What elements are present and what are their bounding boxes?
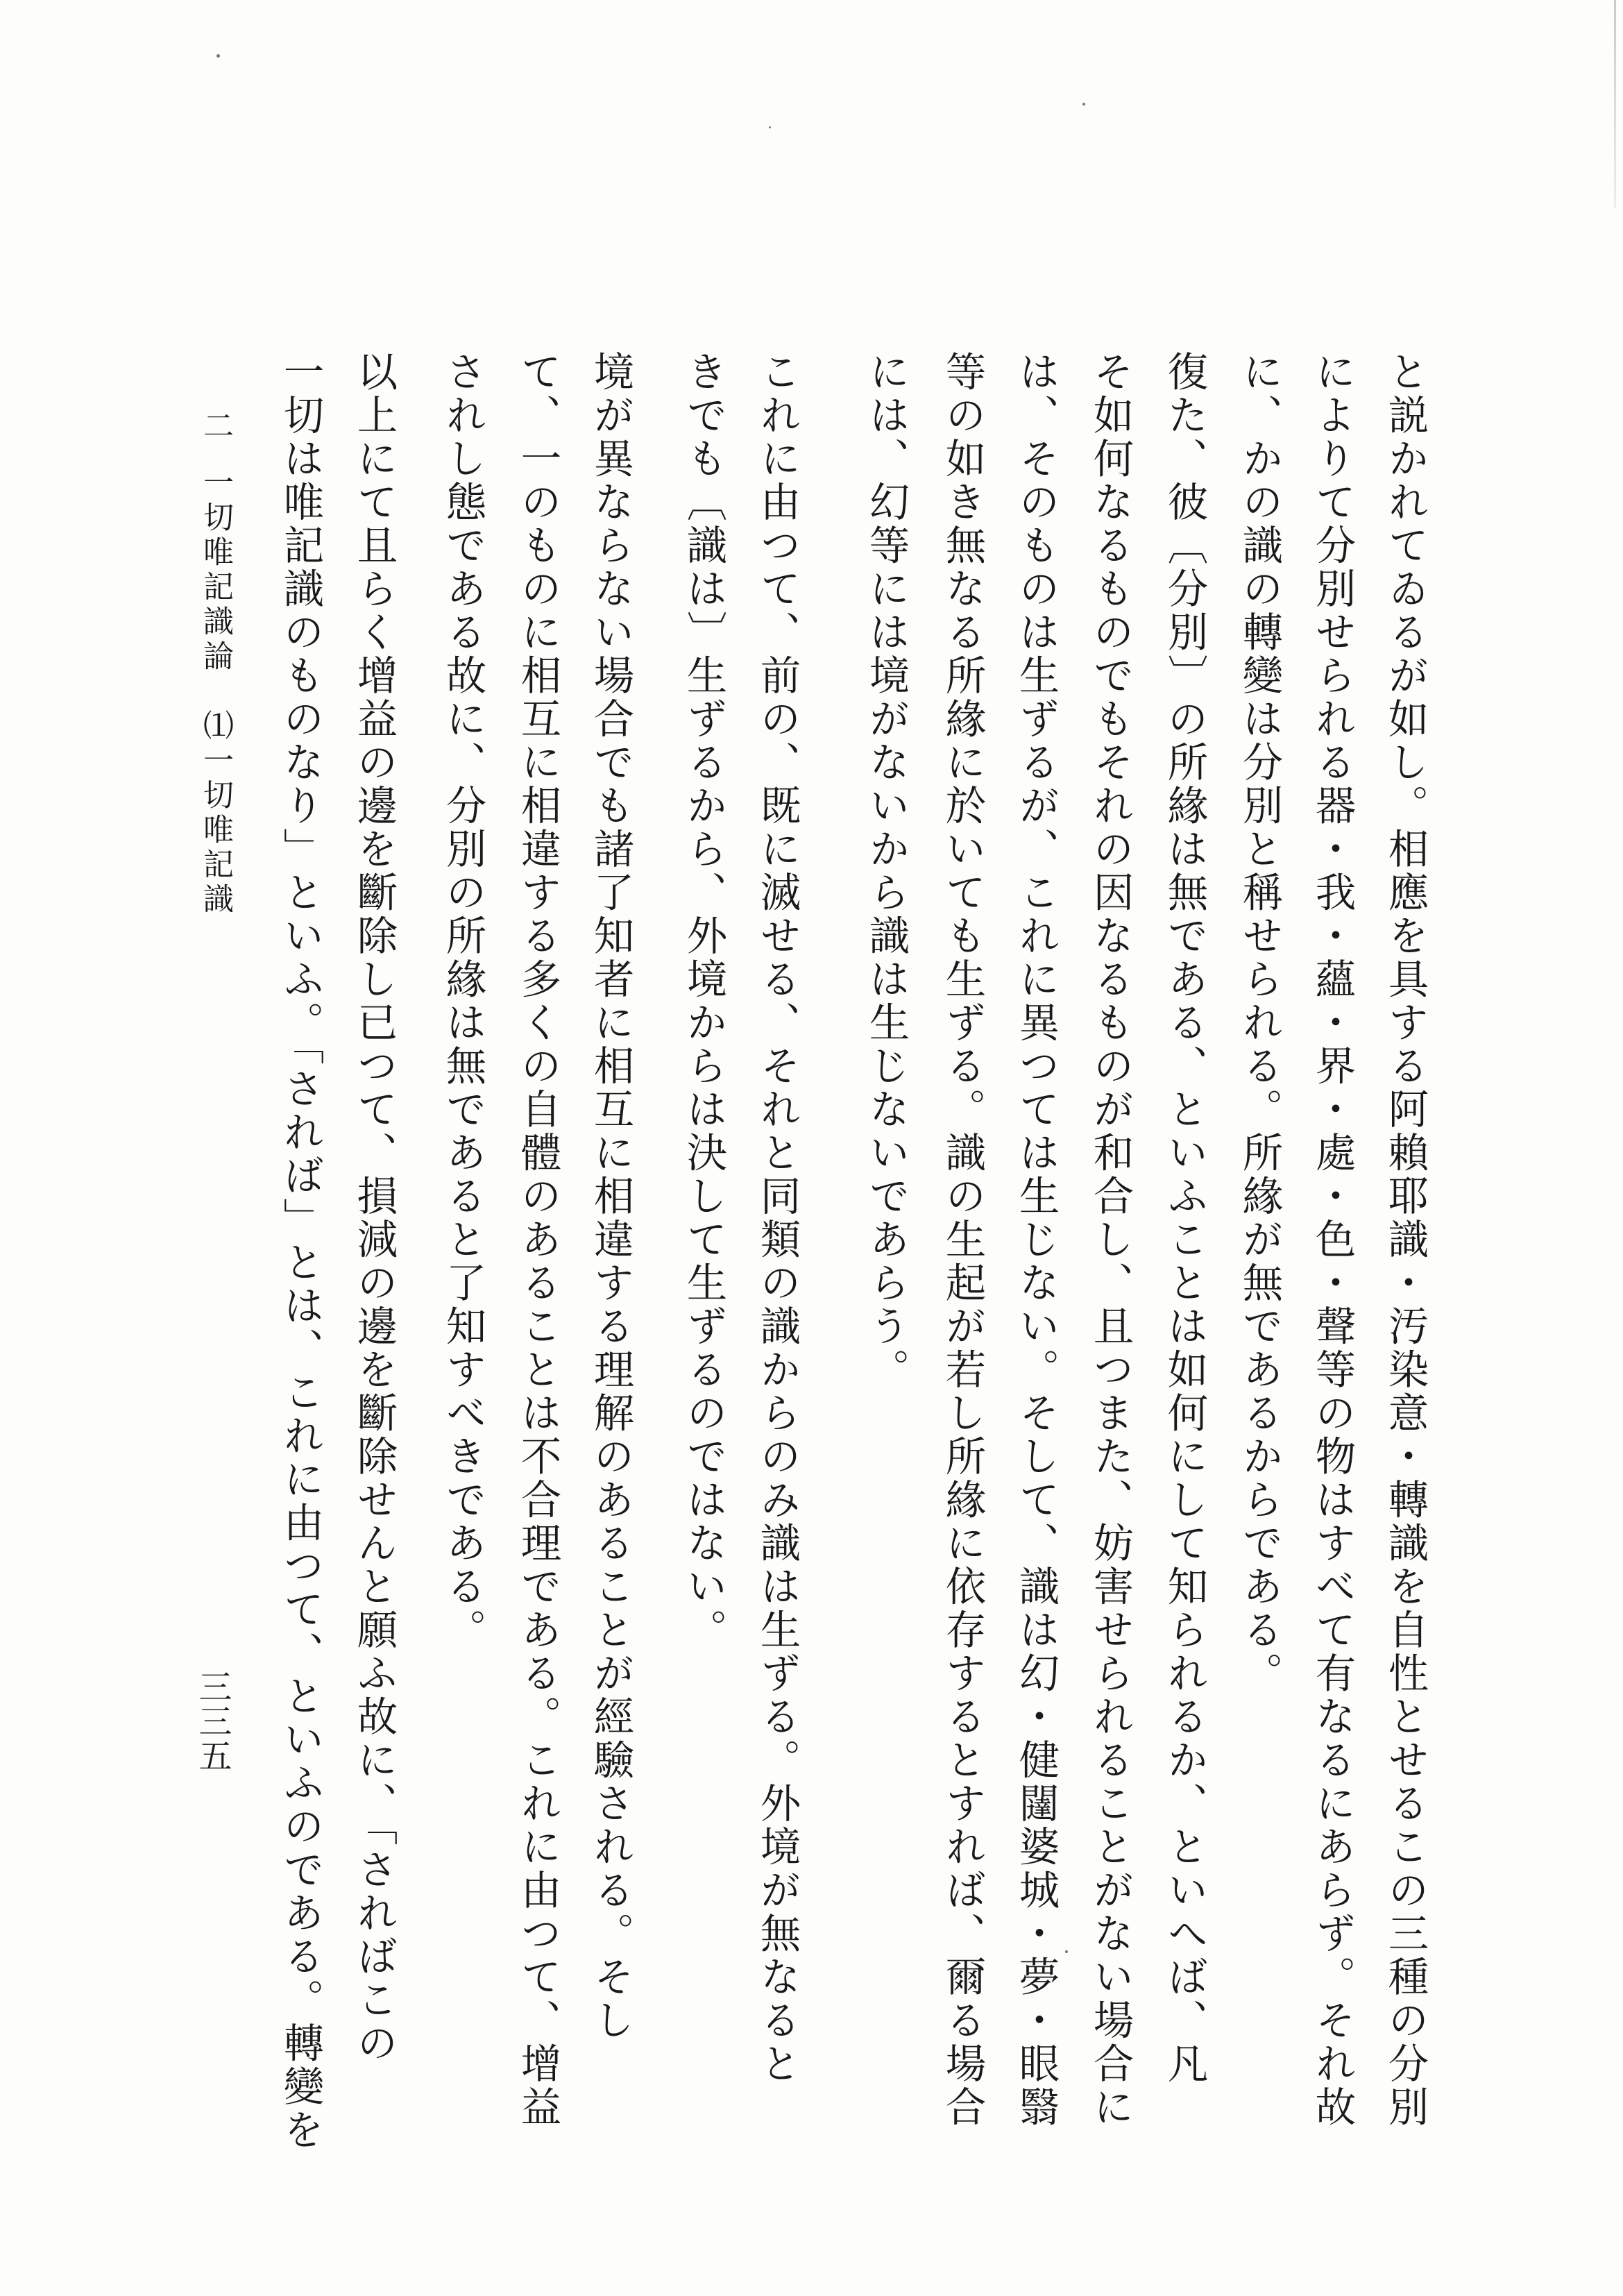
text-column-11: 境が異ならない場合でも諸了知者に相互に相違する理解のあることが經驗される。そし [587, 351, 634, 2043]
scan-speck [769, 126, 771, 128]
scan-speck [1082, 103, 1085, 105]
scan-speck [216, 54, 220, 58]
running-title: 一切唯記識論 ⑴一切唯記識 [198, 466, 233, 918]
scan-edge-mark [1614, 0, 1616, 208]
scan-speck [1065, 1950, 1068, 1953]
chapter-marker: 二 [198, 410, 233, 444]
text-column-14: 以上にて且らく增益の邊を斷除し已つて、損減の邊を斷除せんと願ふ故に、「さればこの [350, 351, 398, 2066]
page-number: 三三五 [193, 1669, 232, 1773]
text-column-15: 一切は唯記識のものなり」といふ。「されば」とは、これに由つて、といふのである。轉變を [277, 351, 324, 2152]
text-column-5: そ如何なるものでもそれの因なるものが和合し、且つまた、妨害せられることがない場合に [1087, 351, 1134, 2129]
text-column-7: 等の如き無なる所緣に於いても生ずる。識の生起が若し所緣に依存するとすれば、爾る場合 [939, 351, 986, 2129]
text-column-13: されし態である故に、分別の所緣は無であると了知すべきである。 [439, 351, 486, 1652]
text-column-3: に、かの識の轉變は分別と稱せられる。所緣が無であるからである。 [1236, 351, 1283, 1696]
text-column-10: きでも〔識は〕生ずるから、外境からは決して生ずるのではない。 [680, 351, 727, 1652]
text-column-6: は、そのものは生ずるが、これに異つては生じない。そして、識は幻・健闥婆城・夢・眼翳 [1012, 351, 1060, 2129]
text-column-2: によりて分別せられる器・我・蘊・界・處・色・聲等の物はすべて有なるにあらず。それ故 [1309, 351, 1356, 2129]
text-column-12: て、一のものに相互に相違する多くの自體のあることは不合理である。これに由つて、增益 [514, 351, 561, 2129]
text-column-4: 復た、彼〔分別〕の所緣は無である、といふことは如何にして知られるか、といへば、凡 [1161, 351, 1208, 2086]
text-column-1: と説かれてゐるが如し。相應を具する阿賴耶識・汚染意・轉識を自性とせるこの三種の分別 [1382, 351, 1429, 2129]
text-column-8: には、幻等には境がないから識は生じないであらう。 [863, 351, 910, 1392]
text-column-9: これに由つて、前の、既に滅せる、それと同類の識からのみ識は生ずる。外境が無なると [754, 351, 801, 2086]
